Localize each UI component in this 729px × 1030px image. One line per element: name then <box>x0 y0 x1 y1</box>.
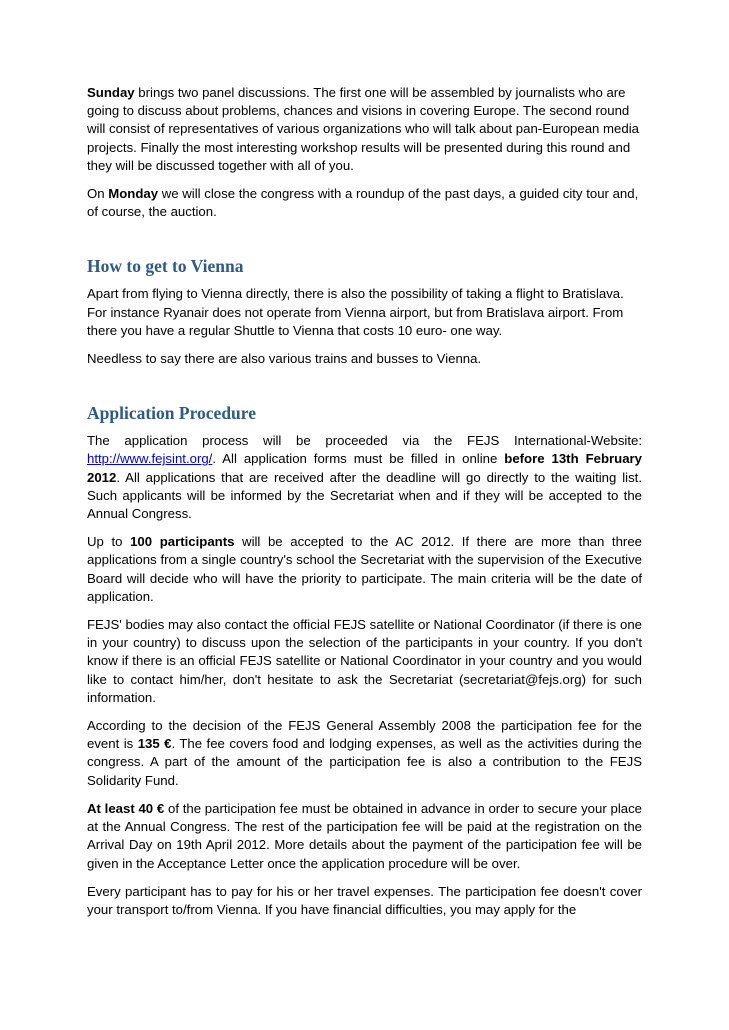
application-paragraph-2 <box>87 533 642 606</box>
monday-bold: Monday <box>108 186 159 202</box>
vienna-paragraph-2: Needless to say there are also various trains and busses to Vienna. <box>87 351 482 367</box>
application-p4-text-b: . The fee covers food and lodging expenses, as well as the activities during the congress. A part of the amount of the participation fee is also a contribution to the FEJS Solidarity Fund. <box>87 736 642 788</box>
deadline-bold: before 13th February 2012 <box>87 451 642 485</box>
sunday-bold: Sunday <box>87 85 135 100</box>
application-p5-text: of the participation fee must be obtained in advance in order to secure your place at the Annual Congress. The rest of the participation fee will be paid at the registration on the Arrival Day on 19th April 2012. More details about the payment of the participation fee will be given in the Acceptance Letter once the application procedure will be over. <box>87 800 643 871</box>
application-paragraph-4 <box>87 717 642 790</box>
heading-vienna: How to get to Vienna <box>87 256 244 277</box>
application-paragraph-5 <box>87 800 642 873</box>
fejs-website-link[interactable]: http://www.fejsint.org/ <box>87 451 213 467</box>
application-p4-text-a: According to the decision of the FEJS General Assembly 2008 the participation fee for the event is <box>87 718 642 752</box>
heading-application: Application Procedure <box>87 403 257 424</box>
document-page <box>87 84 642 929</box>
advance-fee-bold: At least 40 € <box>87 800 165 816</box>
application-paragraph-1 <box>87 432 642 523</box>
application-p2-text-a: Up to <box>87 534 131 550</box>
application-paragraph-3: FEJS' bodies may also contact the official FEJS satellite or National Coordinator (if there is one in your country) to discuss upon the selection of the participants in your country. If you don't know if there is an official FEJS satellite or National Coordinator in your country and you would like to contact him/her, don't hesitate to ask the Secretariat (secretariat@fejs.org) for such information. <box>87 617 642 705</box>
monday-pre: On <box>87 186 109 202</box>
vienna-paragraph-1: Apart from flying to Vienna directly, there is also the possibility of taking a flight to Bratislava. For instance Ryanair does not operate from Vienna airport, but from Bratislava airport. From there you have a regular Shuttle to Vienna that costs 10 euro- one way. <box>87 286 624 338</box>
application-p1-text-c: . All applications that are received after the deadline will go directly to the waiting list. Such applicants will be informed by the Secretariat when and if they will be accepted to the Annual Congress. <box>87 469 642 522</box>
application-p1-text-b: . All application forms must be filled in online <box>212 451 505 467</box>
monday-text: we will close the congress with a roundup of the past days, a guided city tour and, of course, the auction. <box>87 186 639 220</box>
monday-paragraph <box>87 185 642 221</box>
fee-bold: 135 € <box>137 736 172 752</box>
sunday-text: brings two panel discussions. The first one will be assembled by journalists who are going to discuss about problems, chances and visions in covering Europe. The second round will consist of representatives of various organizations who will talk about pan-European media projects. Finally the most interesting workshop results will be presented during this round and they will be discussed together with all of you. <box>87 85 639 173</box>
application-p2-text-b: will be accepted to the AC 2012. If there are more than three applications from a single country's school the Secretariat with the supervision of the Executive Board will decide who will have the priority to participate. The main criteria will be the date of application. <box>87 534 642 604</box>
application-p1-text-a: The application process will be proceeded via the FEJS International-Website: <box>87 433 642 449</box>
sunday-paragraph <box>87 84 642 175</box>
application-paragraph-6: Every participant has to pay for his or her travel expenses. The participation fee doesn't cover your transport to/from Vienna. If you have financial difficulties, you may apply for the <box>87 883 642 917</box>
participants-bold: 100 participants <box>130 534 235 550</box>
